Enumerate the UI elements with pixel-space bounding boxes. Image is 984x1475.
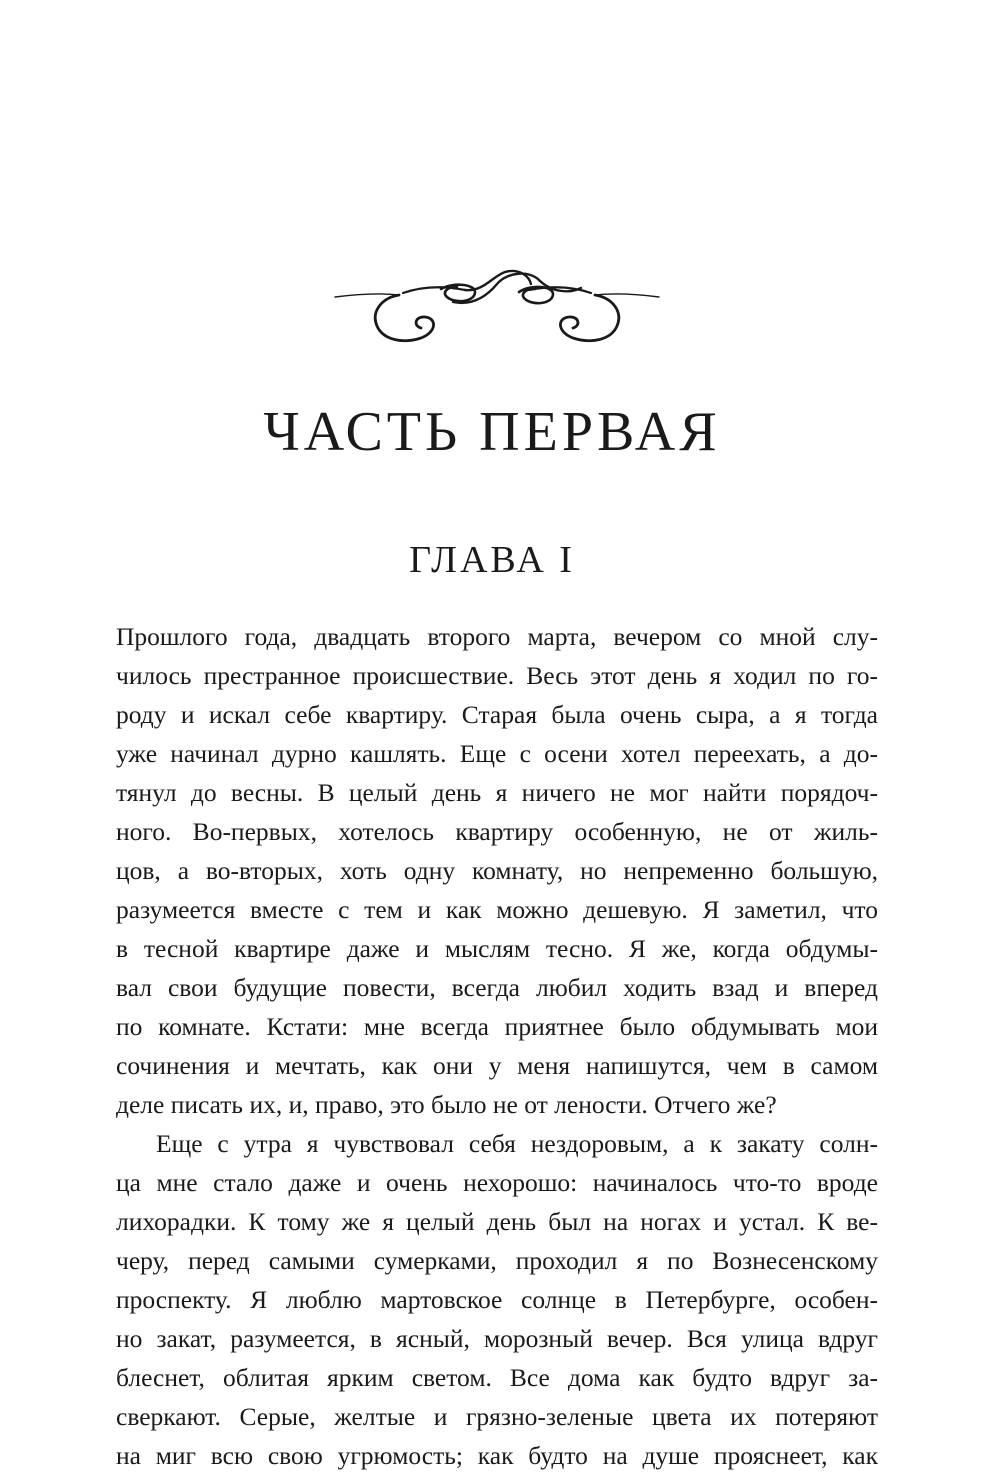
text-line: в тесной квартире даже и мыслям тесно. Я же, когда обдумы- <box>116 934 878 963</box>
text-line: разумеется вместе с тем и как можно дешевую. Я заметил, что <box>116 895 878 924</box>
text-line: но закат, разумеется, в ясный, морозный вечер. Вся улица вдруг <box>116 1324 878 1353</box>
text-line: сочинения и мечтать, как они у меня напишутся, чем в самом <box>116 1051 878 1080</box>
text-line: по комнате. Кстати: мне всегда приятнее было обдумывать мои <box>116 1012 878 1041</box>
text-line: вал свои будущие повести, всегда любил ходить взад и вперед <box>116 973 878 1002</box>
part-title: ЧАСТЬ ПЕРВАЯ <box>263 401 721 463</box>
text-line: блеснет, облитая ярким светом. Все дома как будто вдруг за- <box>116 1363 878 1392</box>
body-text <box>116 617 878 1475</box>
text-line: на миг всю свою угрюмость; как будто на душе прояснеет, как <box>116 1441 878 1470</box>
text-line: ца мне стало даже и очень нехорошо: начиналось что-то вроде <box>116 1168 878 1197</box>
text-line: черу, перед самыми сумерками, проходил я по Вознесенскому <box>116 1246 878 1275</box>
text-line: тянул до весны. В целый день я ничего не мог найти порядоч- <box>116 778 878 807</box>
text-line: сверкают. Серые, желтые и грязно-зеленые цвета их потеряют <box>116 1402 878 1431</box>
text-line: чилось престранное происшествие. Весь этот день я ходил по го- <box>116 661 878 690</box>
text-line: деле писать их, и, право, это было не от лености. Отчего же? <box>116 1090 777 1119</box>
text-line: цов, а во-вторых, хоть одну комнату, но непременно большую, <box>116 856 878 885</box>
text-line: ного. Во-первых, хотелось квартиру особенную, не от жиль- <box>116 817 878 846</box>
flourish-ornament-icon <box>333 262 661 352</box>
text-line: Еще с утра я чувствовал себя нездоровым, а к закату солн- <box>156 1129 878 1158</box>
text-line: лихорадки. К тому же я целый день был на ногах и устал. К ве- <box>116 1207 878 1236</box>
text-line: роду и искал себе квартиру. Старая была очень сыра, а я тогда <box>116 700 878 729</box>
text-line: проспекту. Я люблю мартовское солнце в Петербурге, особен- <box>116 1285 878 1314</box>
text-line: уже начинал дурно кашлять. Еще с осени хотел переехать, а до- <box>116 739 878 768</box>
chapter-title: ГЛАВА I <box>409 539 575 581</box>
text-line: Прошлого года, двадцать второго марта, вечером со мной слу- <box>116 622 878 651</box>
